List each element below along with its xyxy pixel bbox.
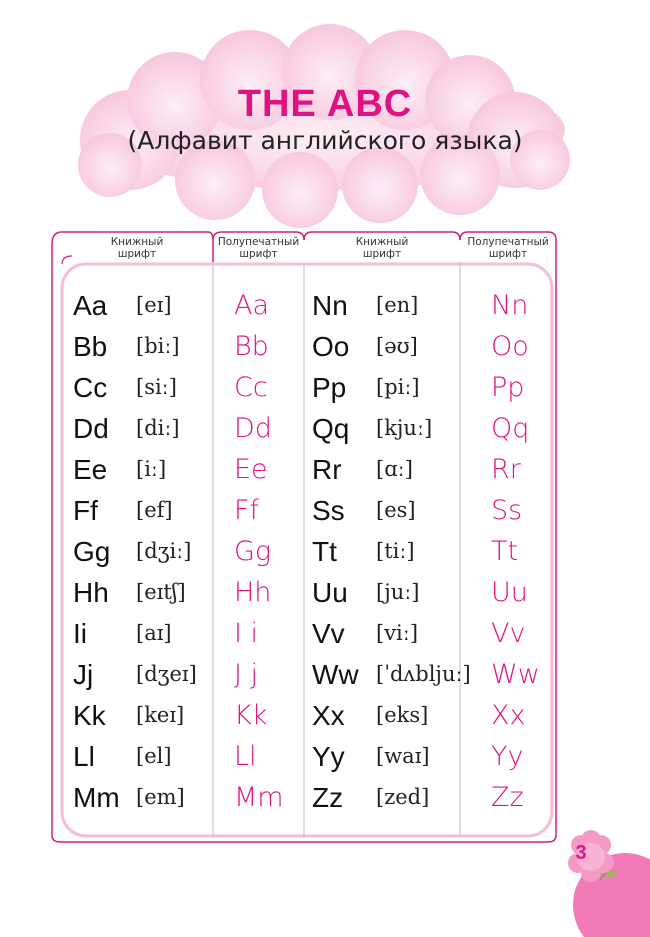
right-script-cell: Qq bbox=[491, 413, 530, 444]
right-ipa-cell: [en] bbox=[376, 293, 419, 317]
header-line: Книжный bbox=[110, 236, 164, 248]
left-letter-cell: Bb bbox=[73, 331, 108, 362]
right-ipa-cell: [viː] bbox=[376, 621, 419, 645]
right-letter-cell: Ww bbox=[312, 659, 359, 690]
left-letter-cell: Ll bbox=[73, 741, 95, 772]
header-line: Полупечатный bbox=[467, 236, 549, 248]
header-line: шрифт bbox=[117, 248, 157, 260]
right-ipa-cell: [əʊ] bbox=[376, 334, 418, 358]
left-ipa-cell: [dʒeɪ] bbox=[136, 662, 197, 686]
left-script-cell: Ff bbox=[234, 495, 260, 526]
left-ipa-cell: [em] bbox=[136, 785, 185, 809]
right-letter-cell: Vv bbox=[312, 618, 345, 649]
left-script-cell: Gg bbox=[234, 536, 272, 567]
right-ipa-cell: [waɪ] bbox=[376, 744, 430, 768]
left-script-cell: Bb bbox=[234, 331, 269, 362]
right-ipa-cell: [piː] bbox=[376, 375, 420, 399]
right-ipa-cell: [tiː] bbox=[376, 539, 415, 563]
left-letter-cell: Gg bbox=[73, 536, 111, 567]
right-letter-cell: Oo bbox=[312, 331, 350, 362]
header-line: Полупечатный bbox=[217, 236, 300, 248]
left-ipa-cell: [keɪ] bbox=[136, 703, 185, 727]
left-letter-cell: Aa bbox=[73, 290, 108, 321]
left-ipa-cell: [eɪ] bbox=[136, 293, 172, 317]
left-script-cell: I i bbox=[234, 618, 259, 649]
right-script-cell: Ss bbox=[491, 495, 523, 526]
left-ipa-cell: [diː] bbox=[136, 416, 180, 440]
right-letter-cell: Qq bbox=[312, 413, 350, 444]
right-ipa-cell: [ˈdʌbljuː] bbox=[376, 662, 471, 686]
right-letter-cell: Tt bbox=[312, 536, 337, 567]
right-script-cell: Pp bbox=[491, 372, 525, 403]
left-script-cell: J j bbox=[234, 659, 259, 690]
left-ipa-cell: [iː] bbox=[136, 457, 167, 481]
right-letter-cell: Rr bbox=[312, 454, 342, 485]
left-letter-cell: Hh bbox=[73, 577, 109, 608]
left-letter-cell: Dd bbox=[73, 413, 109, 444]
left-letter-cell: Cc bbox=[73, 372, 108, 403]
left-script-cell: Ll bbox=[234, 741, 257, 772]
left-script-cell: Aa bbox=[234, 290, 270, 321]
left-ipa-cell: [siː] bbox=[136, 375, 177, 399]
header-line: Книжный bbox=[355, 236, 409, 248]
right-ipa-cell: [juː] bbox=[376, 580, 420, 604]
left-ipa-cell: [eɪtʃ] bbox=[136, 580, 186, 604]
right-letter-cell: Zz bbox=[312, 782, 344, 813]
page-subtitle: (Алфавит английского языка) bbox=[127, 126, 523, 155]
left-ipa-cell: [biː] bbox=[136, 334, 180, 358]
right-script-cell: Nn bbox=[491, 290, 529, 321]
right-script-cell: Zz bbox=[491, 782, 524, 813]
right-ipa-cell: [ɑː] bbox=[376, 457, 413, 481]
right-letter-cell: Yy bbox=[312, 741, 345, 772]
left-letter-cell: Mm bbox=[73, 782, 120, 813]
right-script-cell: Tt bbox=[491, 536, 519, 567]
left-letter-cell: Ii bbox=[73, 618, 87, 649]
right-letter-cell: Uu bbox=[312, 577, 348, 608]
left-script-cell: Kk bbox=[234, 700, 268, 731]
page-title: THE ABC bbox=[237, 83, 413, 125]
left-letter-cell: Ee bbox=[73, 454, 108, 485]
left-script-cell: Mm bbox=[234, 782, 284, 813]
left-ipa-cell: [ef] bbox=[136, 498, 173, 522]
right-letter-cell: Xx bbox=[312, 700, 345, 731]
left-letter-cell: Kk bbox=[73, 700, 106, 731]
right-script-cell: Yy bbox=[491, 741, 524, 772]
right-script-cell: Ww bbox=[491, 659, 540, 690]
right-ipa-cell: [eks] bbox=[376, 703, 429, 727]
page-number: 3 bbox=[575, 842, 587, 864]
left-script-cell: Cc bbox=[234, 372, 268, 403]
right-ipa-cell: [kjuː] bbox=[376, 416, 433, 440]
right-ipa-cell: [zed] bbox=[376, 785, 430, 809]
right-ipa-cell: [es] bbox=[376, 498, 416, 522]
left-ipa-cell: [aɪ] bbox=[136, 621, 172, 645]
left-script-cell: Ee bbox=[234, 454, 268, 485]
right-script-cell: Oo bbox=[491, 331, 529, 362]
right-script-cell: Vv bbox=[491, 618, 526, 649]
right-script-cell: Rr bbox=[491, 454, 521, 485]
right-script-cell: Xx bbox=[491, 700, 526, 731]
left-letter-cell: Ff bbox=[73, 495, 98, 526]
right-letter-cell: Nn bbox=[312, 290, 348, 321]
left-script-cell: Dd bbox=[234, 413, 272, 444]
header-line: шрифт bbox=[239, 248, 278, 260]
right-letter-cell: Ss bbox=[312, 495, 345, 526]
left-script-cell: Hh bbox=[234, 577, 272, 608]
left-ipa-cell: [el] bbox=[136, 744, 172, 768]
header-line: шрифт bbox=[488, 248, 528, 260]
left-ipa-cell: [dʒiː] bbox=[136, 539, 192, 563]
header-line: шрифт bbox=[362, 248, 402, 260]
right-letter-cell: Pp bbox=[312, 372, 347, 403]
right-script-cell: Uu bbox=[491, 577, 528, 608]
left-letter-cell: Jj bbox=[73, 659, 94, 690]
